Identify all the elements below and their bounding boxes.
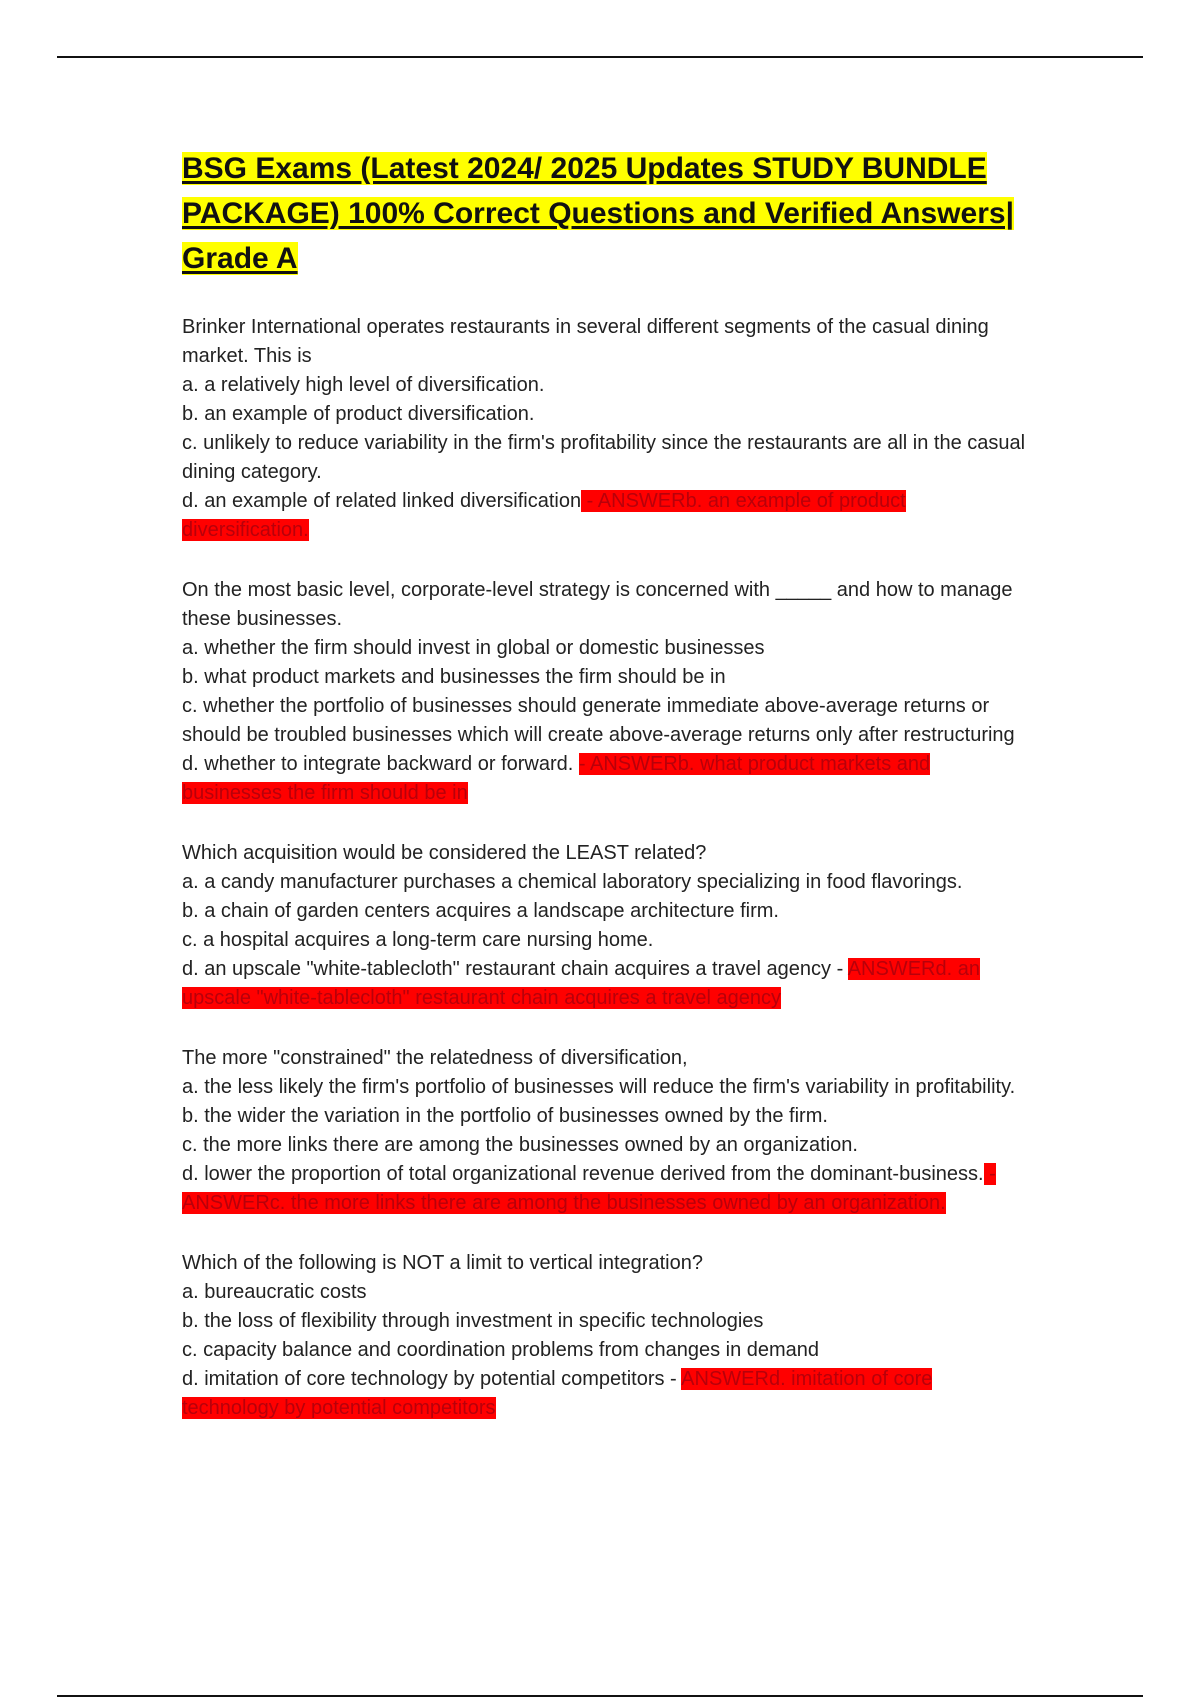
answer-highlight: - ANSWERb. what product markets and businesses the firm should be in bbox=[182, 753, 931, 804]
option-b: b. what product markets and businesses the firm should be in bbox=[182, 666, 726, 688]
question-stem: Which acquisition would be considered the LEAST related? bbox=[182, 842, 707, 864]
option-a: a. bureaucratic costs bbox=[182, 1281, 367, 1303]
question-stem: Which of the following is NOT a limit to vertical integration? bbox=[182, 1252, 703, 1274]
option-b: b. a chain of garden centers acquires a landscape architecture firm. bbox=[182, 900, 779, 922]
option-a: a. a relatively high level of diversification. bbox=[182, 374, 545, 396]
option-c: c. unlikely to reduce variability in the firm's profitability since the restaurants are all in the casual dining category. bbox=[182, 432, 1026, 483]
option-c: c. a hospital acquires a long-term care nursing home. bbox=[182, 929, 654, 951]
option-c: c. the more links there are among the businesses owned by an organization. bbox=[182, 1134, 858, 1156]
option-d: d. an example of related linked diversification bbox=[182, 490, 582, 512]
option-a: a. whether the firm should invest in global or domestic businesses bbox=[182, 637, 765, 659]
document-title bbox=[182, 146, 1030, 281]
option-d-line bbox=[182, 955, 1030, 1013]
answer-highlight: ANSWERd. imitation of core technology by potential competitors bbox=[182, 1368, 933, 1419]
question-stem: On the most basic level, corporate-level strategy is concerned with _____ and how to manage these businesses. bbox=[182, 579, 1013, 630]
option-a: a. a candy manufacturer purchases a chemical laboratory specializing in food flavorings. bbox=[182, 871, 963, 893]
answer-highlight: - ANSWERb. an example of product diversification. bbox=[182, 490, 906, 541]
question-block-3 bbox=[182, 839, 1030, 1013]
question-block-1 bbox=[182, 313, 1030, 545]
option-a: a. the less likely the firm's portfolio of businesses will reduce the firm's variability in profitability. bbox=[182, 1076, 1016, 1098]
question-block-4 bbox=[182, 1044, 1030, 1218]
option-c: c. whether the portfolio of businesses should generate immediate above-average returns or should be troubled businesses which will create above-average returns only after restructuring bbox=[182, 695, 1015, 746]
document-body bbox=[182, 146, 1030, 1454]
answer-highlight: ANSWERd. an upscale "white-tablecloth" restaurant chain acquires a travel agency bbox=[182, 958, 980, 1009]
option-d-line bbox=[182, 1365, 1030, 1423]
option-d: d. an upscale "white-tablecloth" restaurant chain acquires a travel agency - bbox=[182, 958, 848, 980]
option-d-line bbox=[182, 750, 1030, 808]
option-d-line bbox=[182, 1160, 1030, 1218]
option-d-line bbox=[182, 487, 1030, 545]
question-stem: Brinker International operates restaurants in several different segments of the casual dining market. This is bbox=[182, 316, 989, 367]
answer-highlight: - ANSWERc. the more links there are among the businesses owned by an organization. bbox=[182, 1163, 996, 1214]
option-d: d. lower the proportion of total organizational revenue derived from the dominant-business. bbox=[182, 1163, 984, 1185]
option-b: b. the wider the variation in the portfolio of businesses owned by the firm. bbox=[182, 1105, 828, 1127]
question-stem: The more "constrained" the relatedness of diversification, bbox=[182, 1047, 688, 1069]
option-c: c. capacity balance and coordination problems from changes in demand bbox=[182, 1339, 820, 1361]
header-rule bbox=[57, 56, 1143, 58]
question-block-2 bbox=[182, 576, 1030, 808]
question-block-5 bbox=[182, 1249, 1030, 1423]
option-b: b. an example of product diversification. bbox=[182, 403, 535, 425]
option-d: d. whether to integrate backward or forward. bbox=[182, 753, 579, 775]
option-b: b. the loss of flexibility through investment in specific technologies bbox=[182, 1310, 764, 1332]
document-title-text: BSG Exams (Latest 2024/ 2025 Updates STUDY BUNDLE PACKAGE) 100% Correct Questions and Verified Answers| Grade A bbox=[182, 152, 1014, 275]
option-d: d. imitation of core technology by potential competitors - bbox=[182, 1368, 682, 1390]
footer-rule bbox=[57, 1695, 1143, 1697]
